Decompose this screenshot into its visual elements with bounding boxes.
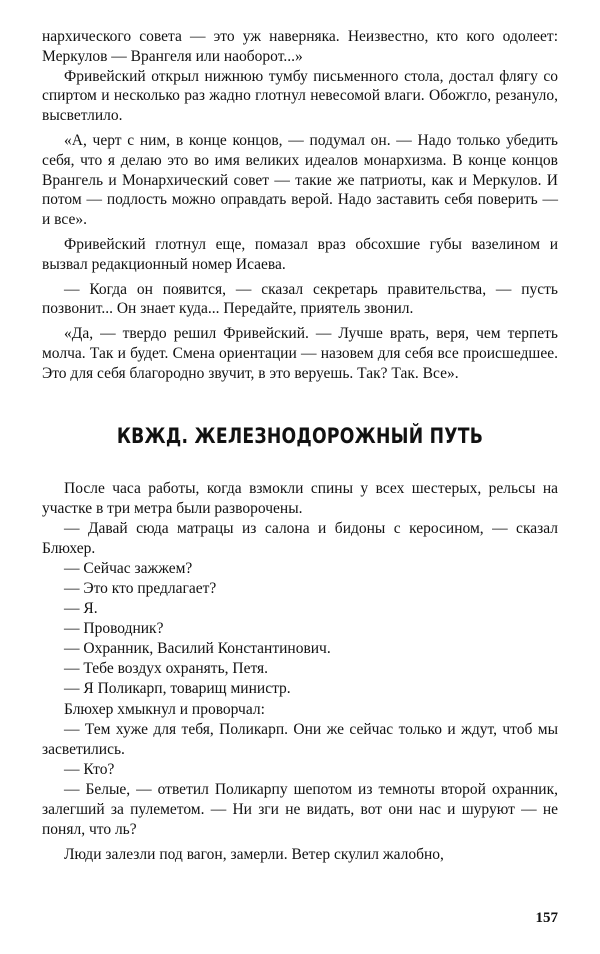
paragraph: — Сейчас зажжем? (64, 559, 193, 577)
paragraph: — Белые, — ответил Поликарпу шепотом из темноты второй охранник, залегший за пулеметом. — Ни зги не видать, вот они нас и шуруют — не понял, что ль? (42, 780, 558, 839)
chapter-text-top (42, 27, 558, 384)
paragraph: — Я. (64, 600, 98, 618)
paragraph: Люди залезли под вагон, замерли. Ветер скулил жалобно, (64, 846, 444, 864)
paragraph: — Это кто предлагает? (64, 580, 217, 598)
paragraph: После часа работы, когда взмокли спины у всех шестерых, рельсы на участке в три метра были разворочены. (42, 479, 558, 517)
paragraph: — Давай сюда матрацы из салона и бидоны с керосином, — сказал Блюхер. (42, 519, 558, 557)
paragraph: «А, черт с ним, в конце концов, — подумал он. — Надо только убедить себя, что я делаю это во имя великих идеалов монархизма. В конце концов Врангель и Монархический совет — такие же патриоты, как и Меркулов. И потом — подлость можно оправдать верой. Надо заставить себя поверить — и все». (42, 131, 558, 229)
paragraph: «Да, — твердо решил Фривейский. — Лучше врать, веря, чем терпеть молча. Так и будет. Смена ориентации — назовем для себя все происшедшее. Это для себя благородно звучит, в это веруешь. Так? Так. Все». (42, 325, 558, 382)
paragraph: Блюхер хмыкнул и проворчал: (64, 700, 265, 718)
paragraph: — Охранник, Василий Константинович. (64, 640, 331, 658)
page-number: 157 (535, 910, 558, 926)
paragraph: Фривейский глотнул еще, помазал враз обсохшие губы вазелином и вызвал редакционный номер Исаева. (42, 235, 558, 273)
paragraph: Фривейский открыл нижнюю тумбу письменного стола, достал флягу со спиртом и несколько раз жадно глотнул невесомой влаги. Обожгло, резануло, высветлило. (42, 67, 558, 125)
section-text (42, 479, 558, 866)
paragraph: нархического совета — это уж наверняка. Неизвестно, кто кого одолеет: Меркулов — Врангеля или наоборот...» (42, 28, 558, 65)
paragraph: — Тем хуже для тебя, Поликарп. Они же сейчас только и ждут, чтоб мы засветились. (42, 720, 558, 758)
section-title: КВЖД. ЖЕЛЕЗНОДОРОЖНЫЙ ПУТЬ (116, 423, 484, 448)
paragraph: — Я Поликарп, товарищ министр. (64, 680, 291, 698)
paragraph: — Когда он появится, — сказал секретарь правительства, — пусть позвонит... Он знает куда... Передайте, приятель звонил. (42, 280, 558, 318)
paragraph: — Кто? (64, 760, 115, 778)
paragraph: — Тебе воздух охранять, Петя. (64, 660, 269, 678)
paragraph: — Проводник? (64, 620, 164, 638)
